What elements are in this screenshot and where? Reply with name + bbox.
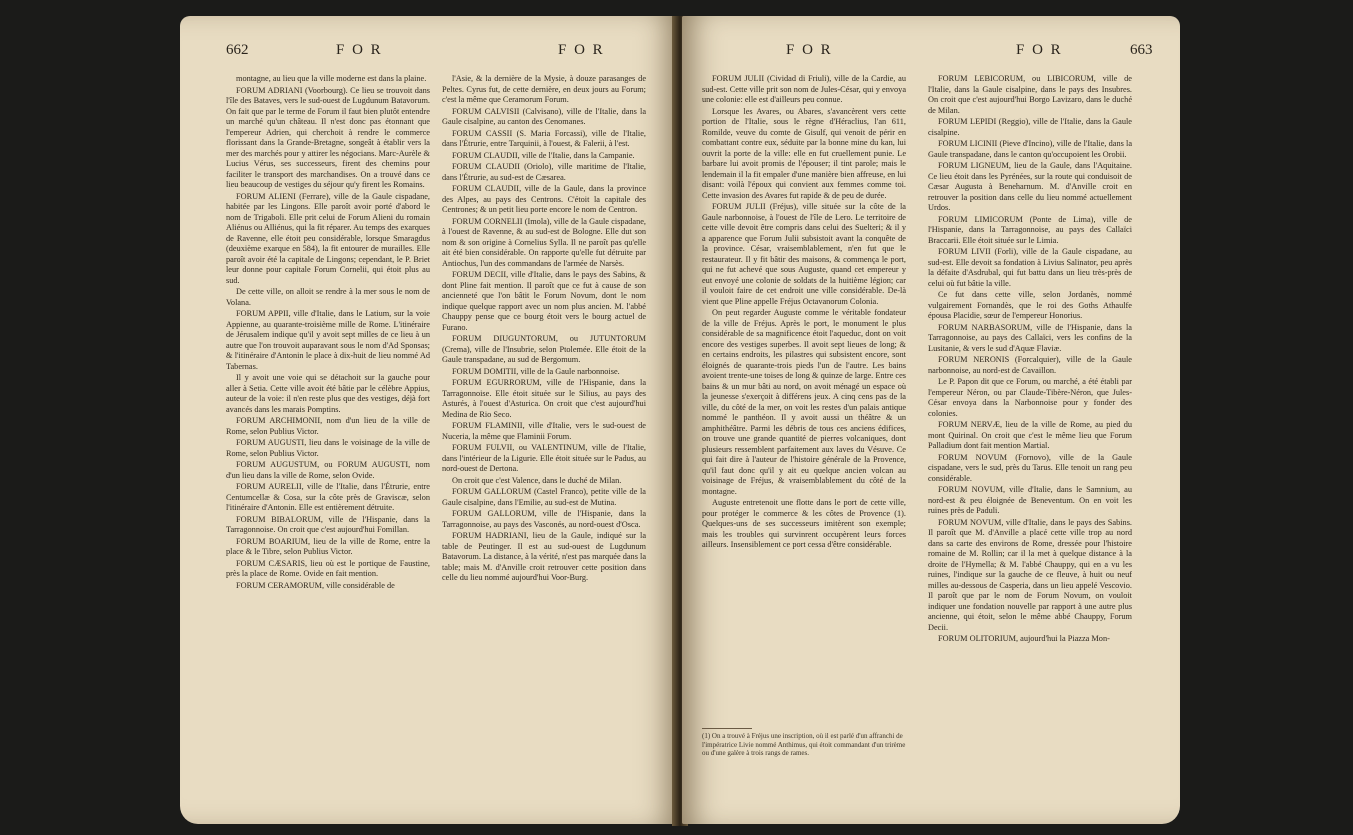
paragraph: FORUM NOVUM, ville d'Italie, dans le pays des Sabins. Il paroît que M. d'Anville a placé cette ville trop au nord dans sa carte des environs de Rome, dressée pour l'histoire romaine de M. Rollin; car il la met à quelque distance à la droite de l'Hymella; & M. l'abbé Chauppy, qui en a vu les ruines, l'indique sur la gauche de ce fleuve, à huit ou neuf milles au-dessous de Casperia, dans un lieu appelé Vescovio. Il paroît que par le nom de Forum Novum, on vouloit indiquer une fondation nouvelle par rapport à une autre plus ancienne, qui étoit, selon le même abbé Chauppy, Forum Decii. [928, 517, 1132, 632]
paragraph: Le P. Papon dit que ce Forum, ou marché, a été établi par l'empereur Néron, ou par Claude-Tibère-Néron, que Jules-César envoya dans la Narbonnoise pour y fonder des colonies. [928, 377, 1132, 418]
paragraph: FORUM LIGNEUM, lieu de la Gaule, dans l'Aquitaine. Ce lieu étoit dans les Pyrénées, sur la route qui conduisoit de Cæsar Augusta à Beneharnum. M. d'Anville croit en retrouver la position dans celle du lieu nommé actuellement Urdos. [928, 161, 1132, 212]
paragraph: FORUM BIBALORUM, ville de l'Hispanie, dans la Tarragonnoise. On croit que c'est aujourd'hui Fomillan. [226, 514, 430, 534]
paragraph: montagne, au lieu que la ville moderne est dans la plaine. [236, 74, 427, 83]
left-page [180, 16, 678, 824]
paragraph: FORUM EGURRORUM, ville de l'Hispanie, dans la Tarragonnoise. Elle étoit située sur le Silius, au pays des Asturés, à l'ouest d'Asturica. On croit que c'est aujourd'hui Medina de Rio Seco. [442, 378, 646, 419]
paragraph: FORUM DOMITII, ville de la Gaule narbonnoise. [452, 366, 620, 376]
paragraph: FORUM NERVÆ, lieu de la ville de Rome, au pied du mont Quirinal. On croit que c'est le même lieu que Forum Palladium dont fait mention Martial. [928, 420, 1132, 450]
page-number: 663 [1130, 42, 1153, 58]
paragraph: FORUM OLITORIUM, aujourd'hui la Piazza Mon- [938, 634, 1110, 643]
footnote-rule [702, 728, 752, 729]
paragraph: Lorsque les Avares, ou Abares, s'avancèrent vers cette portion de l'Italie, sous le règne d'Héraclius, l'an 611, Romilde, veuve du comte de Gisulf, qui venoit de périr en combattant contre eux, séduite par la bonne mine du kan, lui ouvrit la porte de la ville: elle en fut cruellement punie. Le barbare lui avoit promis de l'épouser; il tint parole; mais le lendemain il la fit empaler d'une manière bien affreuse, en lui disant: voilà l'époux qui convient aux femmes comme toi. Cette invasion des Avares fut rapide & de peu de durée. [702, 106, 906, 200]
paragraph: FORUM DIUGUNTORUM, ou JUTUNTORUM (Crema), ville de l'Insubrie, selon Ptolemée. Elle étoit de la Gaule transpadane, au sud de Bergomum. [442, 334, 646, 364]
paragraph: FORUM CLAUDII (Oriolo), ville maritime de l'Italie, dans l'Étrurie, au sud-est de Cæsarea. [442, 162, 646, 182]
paragraph: Auguste entretenoit une flotte dans le port de cette ville, pour protéger le commerce & les côtes de Provence (1). Quelques-uns de ses successeurs imitèrent son exemple; mais les troubles qui survinrent occupèrent leurs forces ailleurs. Insensiblement ce port cessa d'être considérable. [702, 498, 906, 549]
paragraph: FORUM NOVUM (Fornovo), ville de la Gaule cispadane, vers le sud, près du Tarus. Elle tenoit un rang peu considérable. [928, 452, 1132, 483]
book-spread [180, 16, 1180, 826]
paragraph: FORUM LEPIDI (Reggio), ville de l'Italie, dans la Gaule cisalpine. [928, 117, 1132, 137]
paragraph: FORUM JULII (Fréjus), ville située sur la côte de la Gaule narbonnoise, à l'ouest de l'île de Lero. Le territoire de cette ville devoit être compris dans celui des Suelteri; & il y a apparence que Forum Julii subsistoit avant la conquête de la province. César, vraisemblablement, n'en fut que le restaurateur. Il y fit bâtir des maisons, & commença le port, qui ne fut achevé que sous Auguste, quand cet empereur y eut envoyé une colonie de soldats de la huitième légion; car il vouloit faire de cet endroit une ville considérable. De-là vient que Pline appelle Fréjus Octavanorum Colonia. [702, 202, 906, 306]
paragraph: FORUM APPII, ville d'Italie, dans le Latium, sur la voie Appienne, au quarante-troisième mille de Rome. L'itinéraire de Jérusalem indique qu'il y avoit sept milles de ce lieu à un autre que l'on trouvoit auparavant sous le nom d'Ad Sponsas; & l'itinéraire d'Antonin le place à dix-huit de lieu nommé Ad Tabernas. [226, 309, 430, 371]
running-head: F O R [336, 42, 383, 58]
paragraph: De cette ville, on alloit se rendre à la mer sous le nom de Volana. [226, 287, 430, 307]
paragraph: FORUM LIVII (Forli), ville de la Gaule cispadane, au sud-est. Elle devoit sa fondation à Livius Salinator, peu après la défaite d'Asdrubal, qui fut battu dans un lieu très-près de celui où fut bâtie la ville. [928, 247, 1132, 288]
paragraph: Ce fut dans cette ville, selon Jordanès, nommé vulgairement Fornandès, que le roi des Goths Athaulfe épousa Placidie, sœur de l'empereur Honorius. [928, 290, 1132, 320]
footnote: (1) On a trouvé à Fréjus une inscription, où il est parlé d'un affranchi de l'impératrice Livie nommé Anthimus, qui étoit commandant d'un trirème ou d'une galère à trois rangs de rames. [702, 732, 906, 757]
paragraph: FORUM CALVISII (Calvisano), ville de l'Italie, dans la Gaule cisalpine, au canton des Cenomanes. [442, 106, 646, 126]
text-column [226, 74, 430, 592]
paragraph: FORUM LEBICORUM, ou LIBICORUM, ville de l'Italie, dans la Gaule cisalpine, dans le pays des Insubres. On croit que c'est aujourd'hui Borgo Lavizaro, dans le duché de Milan. [928, 74, 1132, 115]
paragraph: FORUM CLAUDII, ville de l'Italie, dans la Campanie. [452, 150, 635, 160]
paragraph: FORUM AURELII, ville de l'Italie, dans l'Étrurie, entre Centumcellæ & Cosa, sur la côte près de Graviscæ, selon l'itinéraire d'Antonin. Elle est entièrement détruite. [226, 482, 430, 512]
paragraph: FORUM DECII, ville d'Italie, dans le pays des Sabins, & dont Pline fait mention. Il paroît que ce fut à cause de son ancienneté que l'on bâtit le Forum Novum, dont le nom indique quelque rapport avec un nom plus ancien. M. l'abbé Chauppy pense que ce bourg étoit vers le bourg actuel de Furano. [442, 270, 646, 332]
paragraph: FORUM NOVUM, ville d'Italie, dans le Samnium, au nord-est & peu éloignée de Beneventum. On en voit les ruines près de Paduli. [928, 485, 1132, 515]
paragraph: FORUM FULVII, ou VALENTINUM, ville de l'Italie, dans l'intérieur de la Ligurie. Elle étoit située sur le Padus, au nord-ouest de Dertona. [442, 443, 646, 473]
paragraph: FORUM CERAMORUM, ville considérable de [236, 580, 395, 590]
paragraph: FORUM NARBASORUM, ville de l'Hispanie, dans la Tarragonnoise, au pays des Callaïci, vers les confins de la Lusitanie, & vers le sud d'Aquæ Flaviæ. [928, 322, 1132, 353]
paragraph: FORUM ARCHIMONII, nom d'un lieu de la ville de Rome, selon Publius Victor. [226, 416, 430, 436]
paragraph: FORUM AUGUSTI, lieu dans le voisinage de la ville de Rome, selon Publius Victor. [226, 438, 430, 458]
paragraph: FORUM CLAUDII, ville de la Gaule, dans la province des Alpes, au pays des Centrons. C'étoit la capitale des Centrones; & un petit lieu porte encore le nom de Centron. [442, 184, 646, 214]
paragraph: FORUM NERONIS (Forcalquier), ville de la Gaule narbonnoise, au nord-est de Cavaillon. [928, 355, 1132, 375]
paragraph: FORUM AUGUSTUM, ou FORUM AUGUSTI, nom d'un lieu dans la ville de Rome, selon Ovide. [226, 460, 430, 480]
paragraph: FORUM JULII (Cividad di Friuli), ville de la Cardie, au sud-est. Cette ville prit son nom de Jules-César, qui y envoya une colonie: elle est d'ailleurs peu connue. [702, 74, 906, 104]
text-column [442, 74, 646, 585]
paragraph: FORUM GALLORUM (Castel Franco), petite ville de la Gaule cisalpine, dans l'Emilie, au sud-est de Mutina. [442, 487, 646, 507]
right-page [682, 16, 1180, 824]
paragraph: FORUM FLAMINII, ville d'Italie, vers le sud-ouest de Nuceria, la même que Flaminii Forum. [442, 421, 646, 441]
paragraph: FORUM CÆSARIS, lieu où est le portique de Faustine, près la place de Rome. Ovide en fait mention. [226, 558, 430, 578]
paragraph: FORUM GALLORUM, ville de l'Hispanie, dans la Tarragonnoise, au pays des Vasconés, au nord-ouest d'Osca. [442, 509, 646, 529]
paragraph: FORUM LICINII (Pieve d'Incino), ville de l'Italie, dans la Gaule transpadane, dans le canton qu'occupoient les Orobii. [928, 139, 1132, 159]
running-head: F O R [1016, 42, 1063, 58]
paragraph: FORUM ALIENI (Ferrare), ville de la Gaule cispadane, habitée par les Lingons. Elle paroît avoir porté d'abord le nom de Trigaboli. Elle prit celui de Forum Alieni du romain Aliénus ou Alliénus, qui la fit réparer. Au temps des exarques de Ravenne, elle étoit peu considérable, lorsque Smaragdus (deuxième exarque en 584), la fit entourer de murailles. Elle paroît avoir été la capitale de Lingons; cependant, le P. Briet leur donne pour capitale Forum Cornelii, qui étoit plus au sud. [226, 191, 430, 285]
paragraph: Il y avoit une voie qui se détachoit sur la gauche pour aller à Setia. Cette ville avoit été bâtie par le célèbre Appius, auteur de la voie: il n'en reste plus que des vestiges, déjà fort avancés dans les marais Pomptins. [226, 373, 430, 414]
running-head: F O R [558, 42, 605, 58]
paragraph: FORUM LIMICORUM (Ponte de Lima), ville de l'Hispanie, dans la Tarragonnoise, au pays des Callaïci Braccarii. Elle étoit située sur le Limia. [928, 214, 1132, 245]
text-column [702, 74, 906, 552]
paragraph: On croit que c'est Valence, dans le duché de Milan. [452, 475, 622, 485]
running-head: F O R [786, 42, 833, 58]
paragraph: FORUM BOARIUM, lieu de la ville de Rome, entre la place & le Tibre, selon Publius Victor. [226, 536, 430, 556]
paragraph: FORUM ADRIANI (Voorbourg). Ce lieu se trouvoit dans l'île des Bataves, vers le sud-ouest de Lugdunum Batavorum. On fait que par le terme de Forum il faut bien plutôt entendre un marché qu'un château. Il n'est donc pas étonnant que l'empereur Adrien, qui cherchoit à rendre le commerce florissant dans la Grande-Bretagne, songeât à établir vers la mer des marchés pour y attirer les négocians. Marc-Aurèle & Lucius Vérus, ses successeurs, firent des chemins pour faciliter le transport des marchandises. On a trouvé dans ce lieu beaucoup de vestiges du séjour qu'y firent les Romains. [226, 85, 430, 189]
paragraph: l'Asie, & la dernière de la Mysie, à douze parasanges de Peltes. Cyrus fut, de cette dernière, en deux jours au Forum; c'est la même que Ceramorum Forum. [442, 74, 646, 104]
paragraph: FORUM CORNELII (Imola), ville de la Gaule cispadane, à l'ouest de Ravenne, & au sud-est de Bologne. Elle dut son nom & son origine à Cornelius Sylla. Il ne paroît pas qu'elle ait été bien considérable. On rapporte qu'elle fut détruite par Antiochus, l'un des commandans de l'armée de Narsès. [442, 216, 646, 268]
paragraph: On peut regarder Auguste comme le véritable fondateur de la ville de Fréjus. Après le port, le monument le plus considérable de sa magnificence étoit l'aqueduc, dont on voit encore des vestiges superbes. Il avoit sept lieues de long; & en certains endroits, les pilastres qui subsistent encore, sont éloignés de quarante-trois pieds l'un de l'autre. Les bains avoient trente-une toises de long & quinze de large. Entre ces bains & un mur bâti au nord, on avoit ménagé un espace où la jeunesse s'exerçoit à différens jeux. A cinq cens pas de la ville, du côté de la mer, on voit les restes d'un palais antique nommé le panthéon. Il y avoit aussi un théâtre & un amphithéâtre. Parmi les débris de tous ces anciens édifices, on trouve une grande quantité de pierres volcaniques, dont plusieurs ressemblent parfaitement aux laves du Vésuve. Ce qui fait dire à l'auteur de l'histoire générale de la Provence, qu'il faut donc qu'il y ait eu quelque ancien volcan au voisinage de Fréjus, & vraisemblablement du côté de la montagne. [702, 308, 906, 496]
paragraph: FORUM CASSII (S. Maria Forcassi), ville de l'Italie, dans l'Étrurie, entre Tarquinii, à l'ouest, & Falerii, à l'est. [442, 128, 646, 148]
paragraph: FORUM HADRIANI, lieu de la Gaule, indiqué sur la table de Peutinger. Il est au sud-ouest de Lugdunum Batavorum. La distance, à la vérité, n'est pas marquée dans la table; mais M. d'Anville croit retrouver cette position dans celle du lieu nommé aujourd'hui Voor-Burg. [442, 531, 646, 582]
page-number: 662 [226, 42, 249, 58]
text-column [928, 74, 1132, 646]
